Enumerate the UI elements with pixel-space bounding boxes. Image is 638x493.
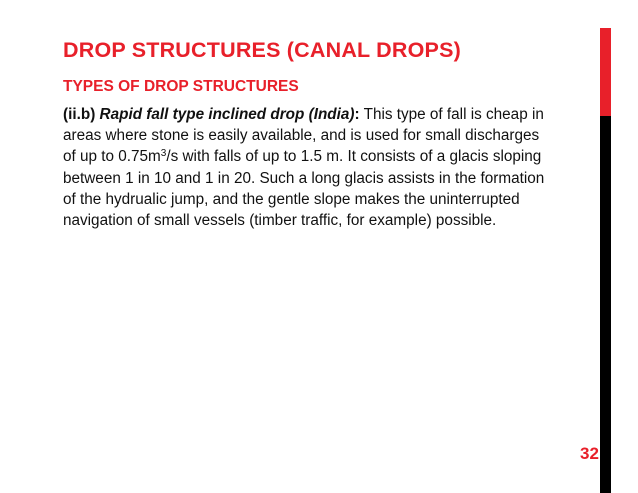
body-text-3a: of up to 0.75m	[63, 148, 161, 166]
slide-subtitle: TYPES OF DROP STRUCTURES	[63, 78, 299, 95]
body-line-5: of the hydrualic jump, and the gentle slope makes the uninterrupted	[63, 190, 520, 208]
item-heading: Rapid fall type inclined drop (India)	[99, 106, 355, 123]
body-text-1: This type of fall is cheap in	[359, 106, 544, 123]
body-text-3b: /s with falls of up to 1.5 m. It consists of a glacis sloping	[166, 148, 542, 166]
item-label: (ii.b)	[63, 106, 96, 123]
accent-bar-red	[600, 28, 611, 116]
body-line-2: areas where stone is easily available, and is used for small discharges	[63, 127, 540, 145]
heading-colon: :	[354, 106, 360, 123]
body-paragraph	[63, 104, 583, 231]
page-number: 32	[580, 444, 599, 463]
accent-bar-black	[600, 116, 611, 493]
body-line-6: navigation of small vessels (timber traffic, for example) possible.	[63, 212, 497, 230]
body-line-1	[63, 104, 583, 125]
body-line-3	[63, 146, 583, 167]
slide-title: DROP STRUCTURES (CANAL DROPS)	[63, 38, 461, 62]
superscript-3: 3	[160, 148, 167, 160]
body-line-4: between 1 in 10 and 1 in 20. Such a long glacis assists in the formation	[63, 169, 545, 187]
